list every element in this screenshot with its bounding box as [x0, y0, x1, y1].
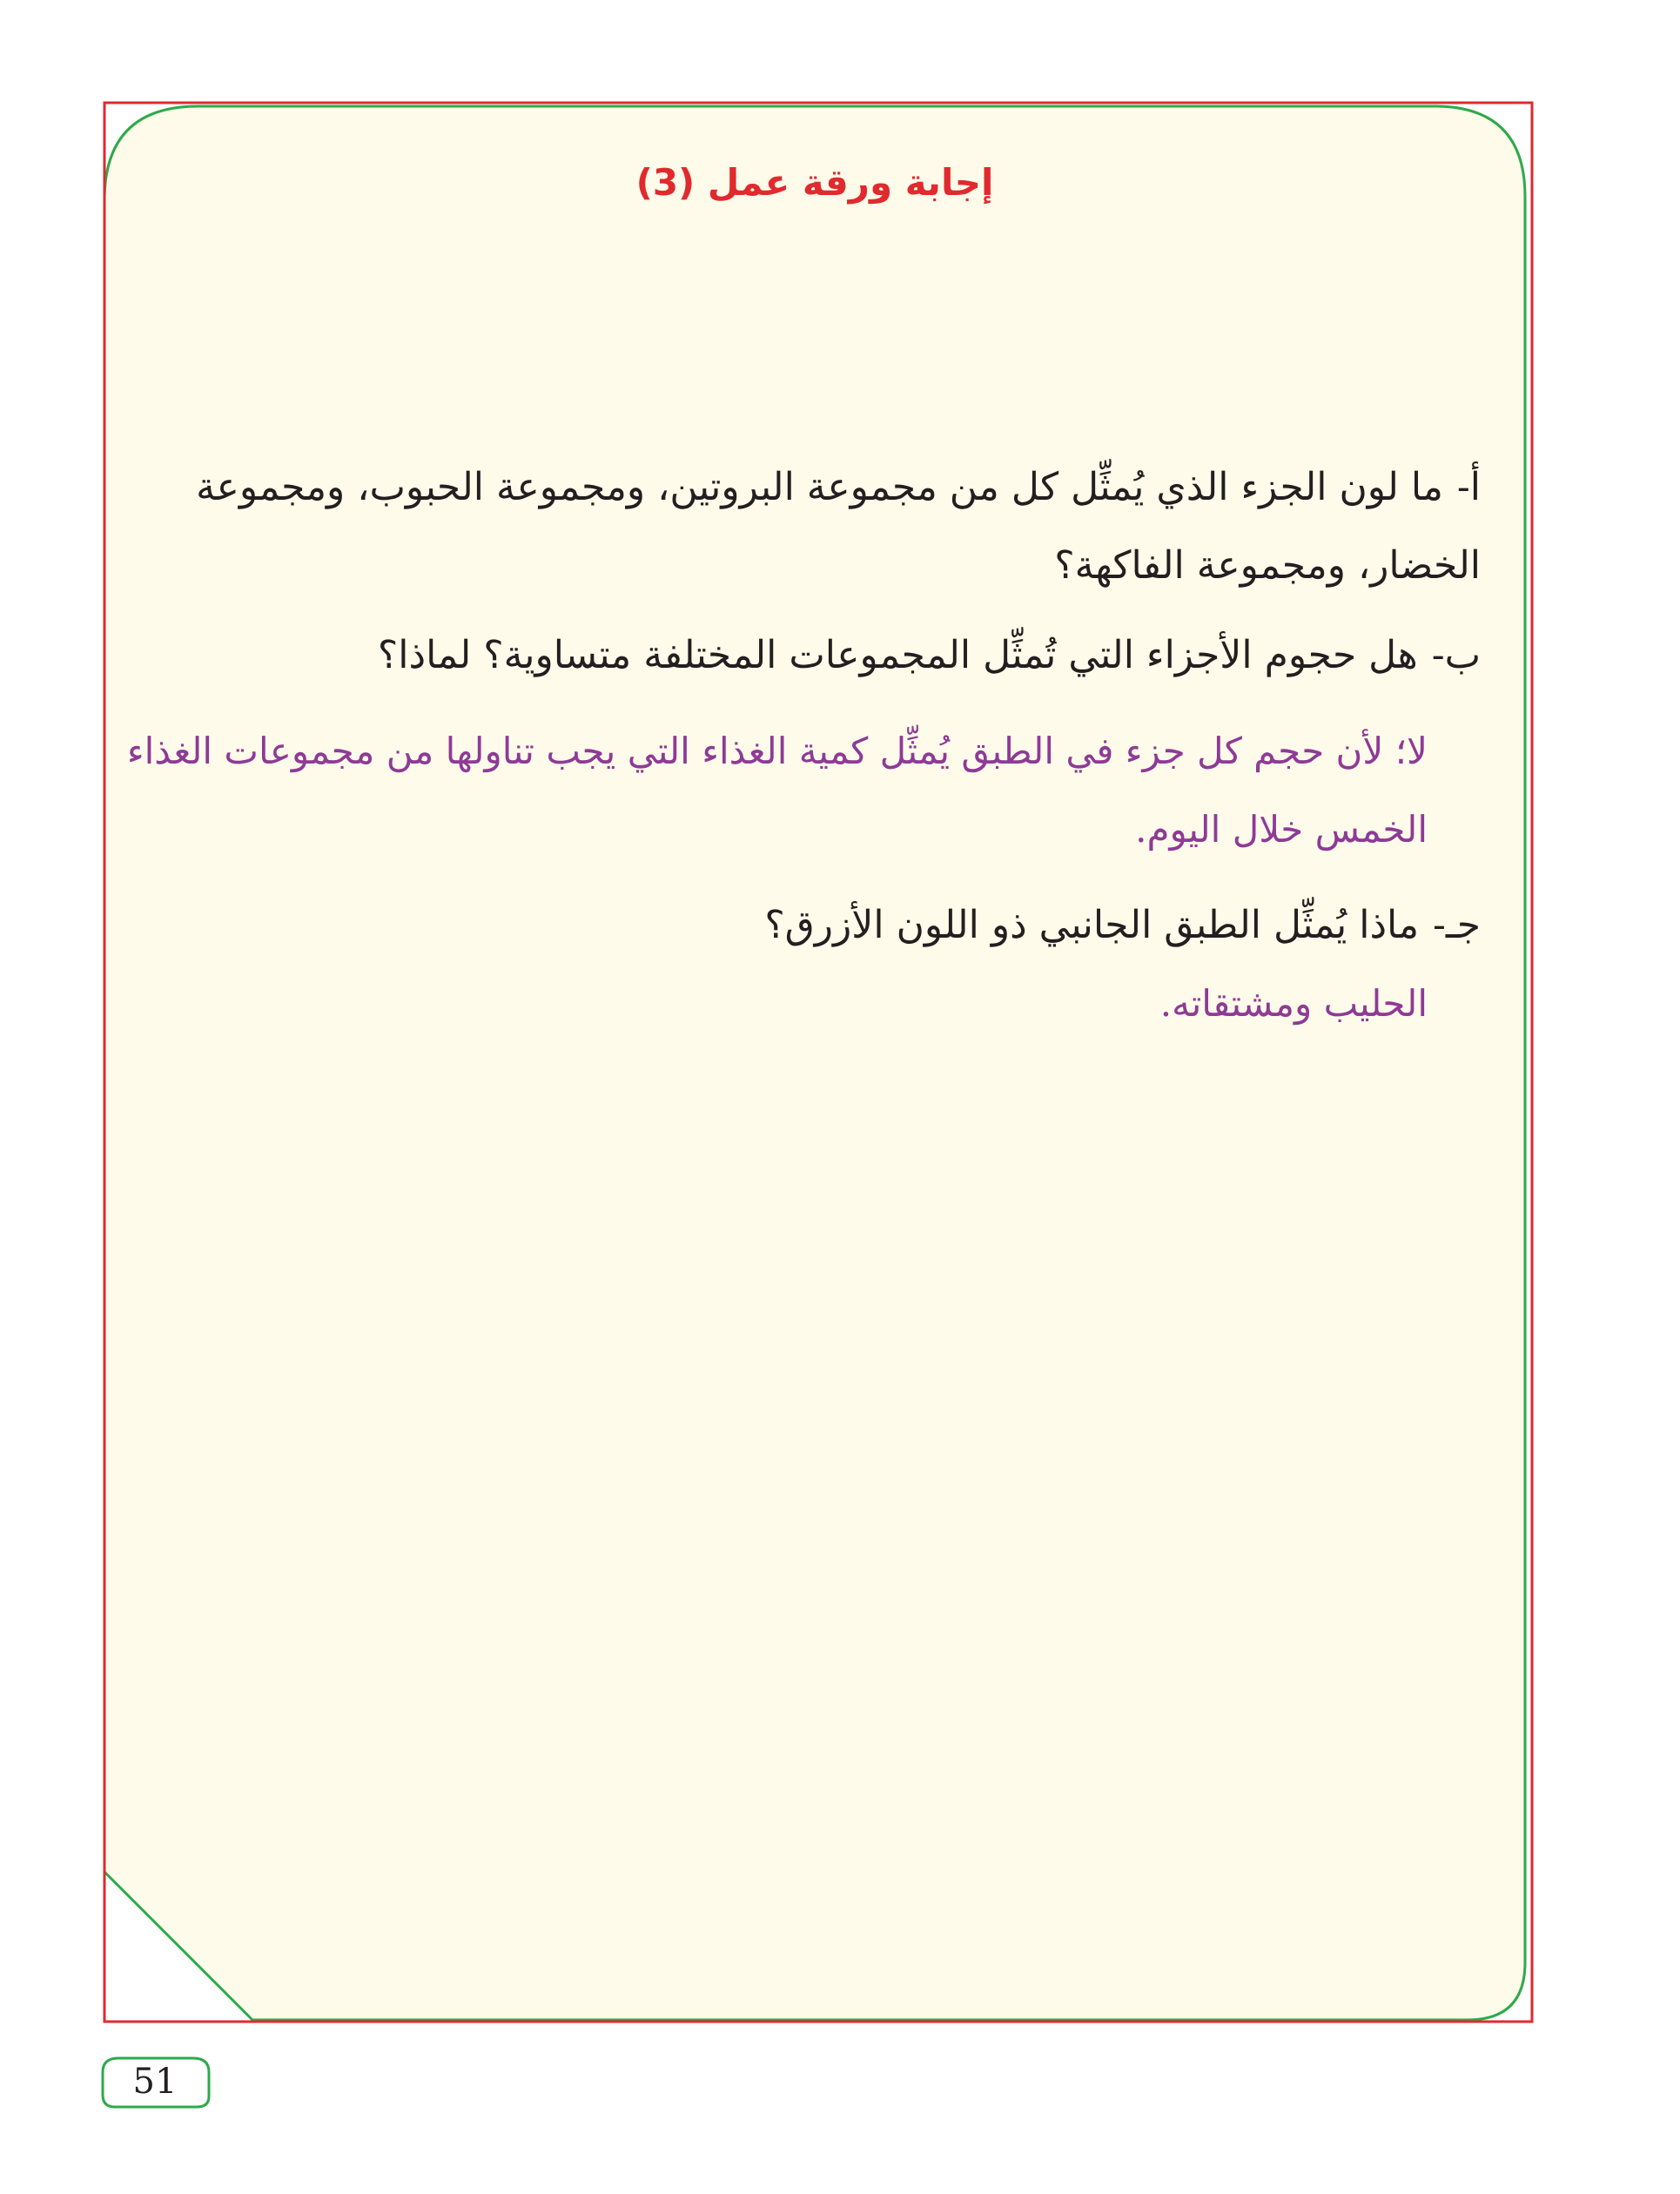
page-number: 51: [132, 2062, 178, 2102]
question-c: [88, 886, 1481, 965]
answer-panel: [104, 106, 1525, 2020]
question-a-label: أ-: [1456, 465, 1481, 509]
question-c-text: ماذا يُمثِّل الطبق الجانبي ذو اللون الأزرق؟: [764, 903, 1420, 947]
question-c-label: جـ-: [1433, 903, 1481, 947]
question-a-text: ما لون الجزء الذي يُمثِّل كل من مجموعة البروتين، ومجموعة الحبوب، ومجموعة الخضار، ومجموعة الفاكهة؟: [196, 465, 1481, 588]
worksheet-title: إجابة ورقة عمل (3): [635, 161, 994, 204]
answer-c: الحليب ومشتقاته.: [1159, 982, 1428, 1025]
question-a: [88, 448, 1481, 605]
question-b-label: ب-: [1431, 633, 1481, 677]
question-b-text: هل حجوم الأجزاء التي تُمثِّل المجموعات المختلفة متساوية؟ لماذا؟: [377, 633, 1418, 677]
question-b: [88, 616, 1481, 695]
answer-b: لا؛ لأن حجم كل جزء في الطبق يُمثِّل كمية الغذاء التي يجب تناولها من مجموعات الغذاء الخمس خلال اليوم.: [126, 730, 1428, 851]
